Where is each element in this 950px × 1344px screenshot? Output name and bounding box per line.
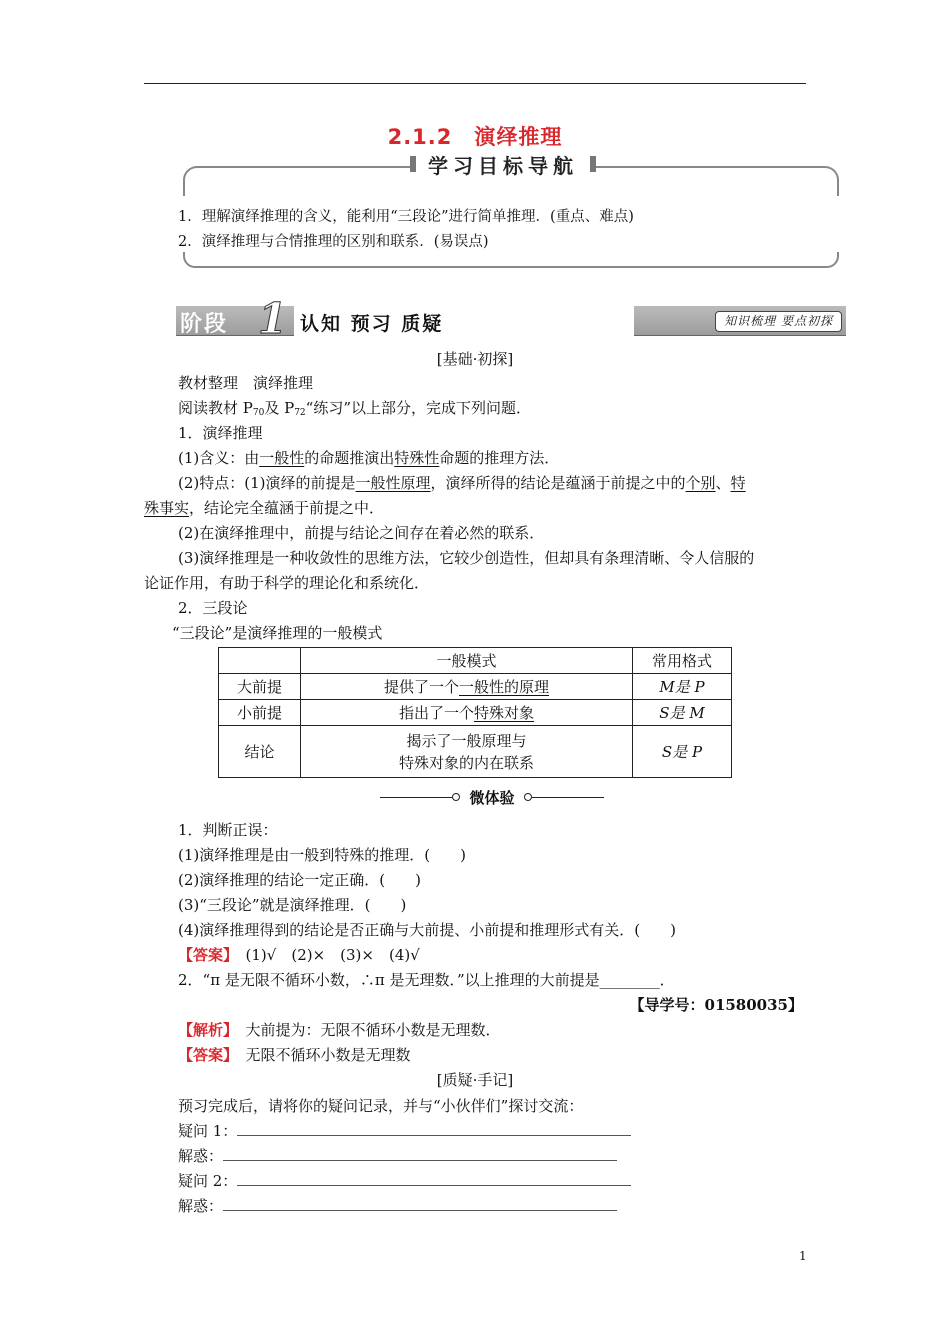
stage-tag: 知识梳理 要点初探 (715, 311, 842, 332)
syllogism-table (218, 647, 732, 778)
table-header-cell: 一般模式 (301, 648, 633, 674)
micro-title: 微体验 (469, 789, 515, 807)
goal-item: 1．理解演绎推理的含义，能利用“三段论”进行简单推理．(重点、难点) (178, 209, 634, 225)
micro-experience-header (380, 787, 604, 809)
question-item: (2)演绎推理的结论一定正确．( ) (178, 871, 421, 889)
question-item: 2．“π 是无限不循环小数，∴π 是无理数．”以上推理的大前提是________． (178, 971, 675, 989)
reading-instruction: 阅读教材 $P_{70}$及 $P_{72}“$练习”以上部分，完成下列问题． (178, 399, 531, 418)
feature-line: (3)演绎推理是一种收敛性的思维方法，它较少创造性，但却具有条理清晰、令人信服的 (178, 549, 755, 567)
objectives-frame-bottom (183, 252, 839, 268)
stage-title: 认知 预习 质疑 (294, 306, 634, 336)
answer-label: 【答案】 (178, 946, 231, 964)
note-line[interactable]: 解惑： (178, 1145, 617, 1166)
table-header-cell: 常用格式 (633, 648, 732, 674)
table-cell: 结论 (219, 726, 301, 778)
definition-line: (1)含义：由一般性的命题推演出特殊性命题的推理方法． (178, 449, 560, 467)
feature-line: (2)特点：(1)演绎的前提是一般性原理，演绎所得的结论是蕴涵于前提之中的个别、特 (178, 474, 746, 492)
objectives-header (183, 152, 839, 194)
objectives-label: 学习目标导航 (414, 150, 592, 180)
section-basic: [基础·初探] (436, 350, 514, 368)
table-cell: M是 P (633, 674, 732, 700)
answer-line: 【答案】 (1)√ (2)× (3)× (4)√ (178, 946, 420, 964)
question-heading: 1．判断正误： (178, 821, 278, 839)
table-row (219, 674, 732, 700)
table-cell: 指出了一个特殊对象 (301, 700, 633, 726)
table-row (219, 726, 732, 778)
analysis-line: 【解析】 大前提为：无限不循环小数是无理数． (178, 1021, 501, 1039)
table-cell: S是 P (633, 726, 732, 778)
table-cell: S是 M (633, 700, 732, 726)
item-heading: 1．演绎推理 (178, 424, 263, 442)
material-heading: 教材整理 演绎推理 (178, 374, 314, 392)
table-header-cell (219, 648, 301, 674)
table-cell: 大前提 (219, 674, 301, 700)
answer-line: 【答案】 无限不循环小数是无理数 (178, 1046, 411, 1064)
section-notes: [质疑·手记] (436, 1071, 514, 1089)
feature-line: (2)在演绎推理中，前提与结论之间存在着必然的联系． (178, 524, 545, 542)
table-cell: 提供了一个一般性的原理 (301, 674, 633, 700)
answer-label: 【答案】 (178, 1046, 231, 1064)
guide-number: 【导学号：01580035】 (629, 996, 803, 1014)
notes-intro: 预习完成后，请将你的疑问记录，并与“小伙伴们”探讨交流： (178, 1097, 584, 1115)
page-title: 2.1.2 演绎推理 (387, 125, 563, 149)
table-header-row (219, 648, 732, 674)
question-item: (1)演绎推理是由一般到特殊的推理．( ) (178, 846, 466, 864)
stage-number: 1 (258, 294, 288, 343)
note-line[interactable]: 解惑： (178, 1195, 617, 1216)
question-item: (3)“三段论”就是演绎推理．( ) (178, 896, 407, 914)
analysis-label: 【解析】 (178, 1021, 231, 1039)
item-heading: 2．三段论 (178, 599, 248, 617)
note-line[interactable]: 疑问 1： (178, 1120, 631, 1141)
note-line[interactable]: 疑问 2： (178, 1170, 631, 1191)
stage-name: 阶段 (180, 312, 229, 337)
question-item: (4)演绎推理得到的结论是否正确与大前提、小前提和推理形式有关．( ) (178, 921, 676, 939)
syllogism-intro: “三段论”是演绎推理的一般模式 (172, 624, 383, 642)
feature-line-cont: 论证作用，有助于科学的理论化和系统化． (144, 574, 430, 592)
header-rule (144, 83, 806, 84)
stage-banner (176, 294, 846, 343)
table-cell: 小前提 (219, 700, 301, 726)
table-row (219, 700, 732, 726)
goal-item: 2．演绎推理与合情推理的区别和联系．(易误点) (178, 234, 489, 250)
feature-line-cont: 殊事实，结论完全蕴涵于前提之中． (144, 499, 385, 517)
page-number: 1 (799, 1249, 807, 1263)
table-cell: 揭示了一般原理与 特殊对象的内在联系 (301, 726, 633, 778)
